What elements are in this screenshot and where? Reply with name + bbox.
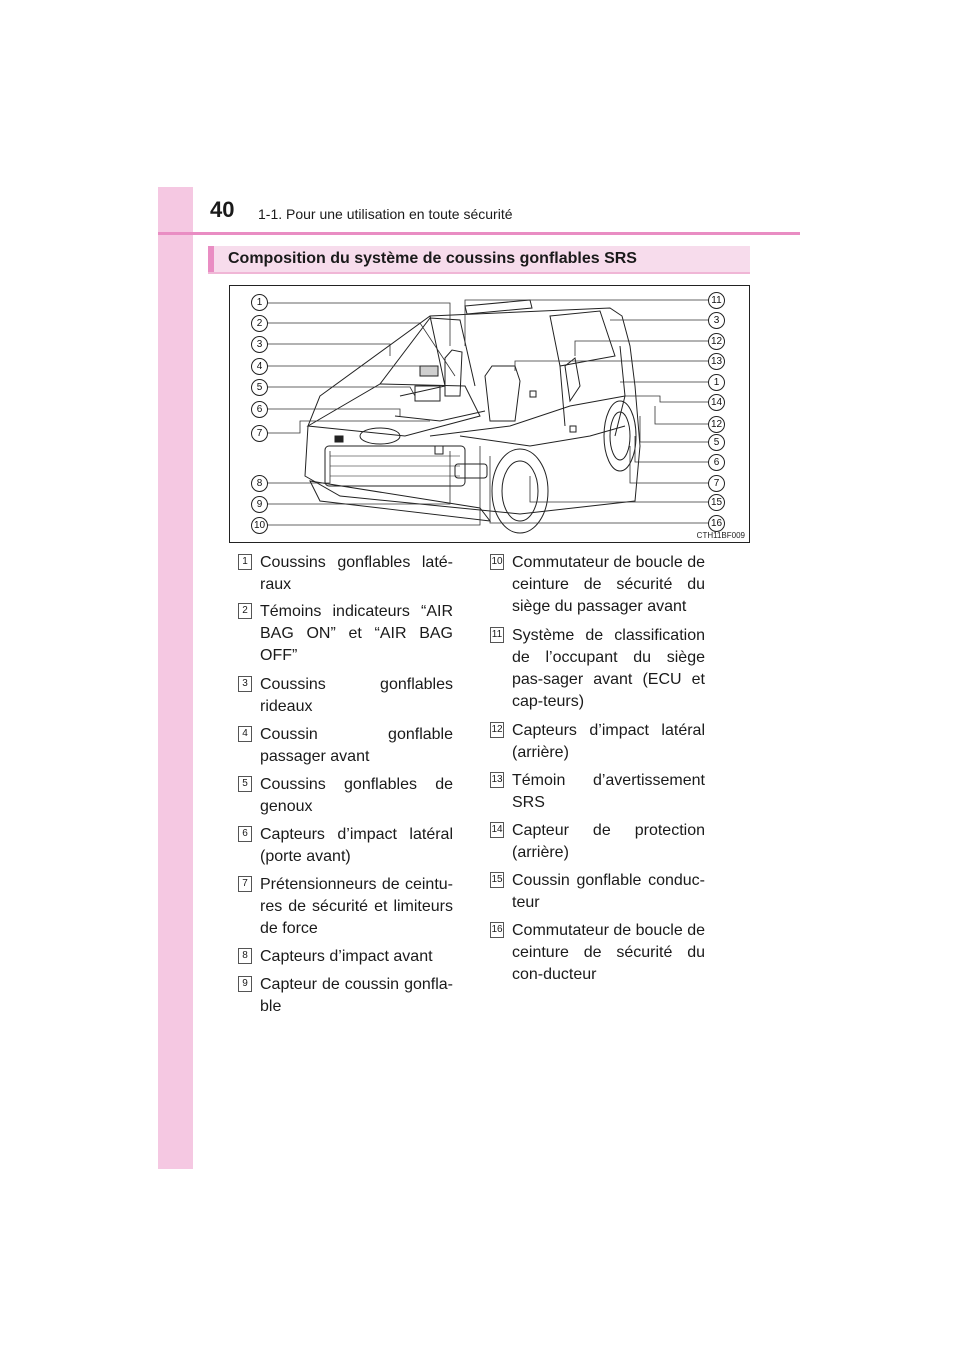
callout-left-4: 4 (251, 358, 268, 375)
callout-left-1: 1 (251, 294, 268, 311)
callout-right-11: 11 (708, 292, 725, 309)
page-number: 40 (210, 197, 235, 222)
legend-number: 8 (238, 948, 252, 964)
legend-number: 6 (238, 826, 252, 842)
callout-left-7: 7 (251, 425, 268, 442)
callout-right-12: 12 (708, 333, 725, 350)
legend-number: 2 (238, 603, 252, 619)
section-heading: Composition du système de coussins gonflables SRS (208, 246, 750, 272)
legend-text: Capteurs d’impact latéral (arrière) (512, 722, 705, 761)
callout-right-1: 1 (708, 374, 725, 391)
callout-left-2: 2 (251, 315, 268, 332)
legend-text: Coussin gonflable conduc-teur (512, 872, 705, 911)
legend-number: 16 (490, 922, 504, 938)
legend-text: Coussin gonflable passager avant (260, 726, 453, 765)
legend-number: 15 (490, 872, 504, 888)
legend-text: Capteur de protection (arrière) (512, 822, 705, 861)
vehicle-illustration (230, 286, 749, 542)
chapter-title: 1-1. Pour une utilisation en toute sécurité (258, 206, 513, 222)
callout-left-10: 10 (251, 517, 268, 534)
legend-text: Capteur de coussin gonfla-ble (260, 976, 453, 1015)
callout-right-13: 13 (708, 353, 725, 370)
legend-text: Coussins gonflables rideaux (260, 676, 453, 715)
legend-text: Coussins gonflables laté-raux (260, 554, 453, 593)
callout-left-5: 5 (251, 379, 268, 396)
legend-number: 4 (238, 726, 252, 742)
callout-right-15: 15 (708, 494, 725, 511)
legend-text: Système de classification de l’occupant du siège pas-sager avant (ECU et cap-teurs) (512, 627, 705, 710)
legend-number: 9 (238, 976, 252, 992)
legend-text: Commutateur de boucle de ceinture de sécurité du siège du passager avant (512, 554, 705, 615)
legend-text: Capteurs d’impact latéral (porte avant) (260, 826, 453, 865)
section-heading-underline (208, 272, 750, 274)
callout-right-5: 5 (708, 434, 725, 451)
callout-left-6: 6 (251, 401, 268, 418)
legend-number: 14 (490, 822, 504, 838)
figure-code: CTH11BF009 (696, 531, 745, 540)
legend-number: 10 (490, 554, 504, 570)
legend-text: Capteurs d’impact avant (260, 948, 433, 965)
callout-right-7: 7 (708, 475, 725, 492)
callout-left-8: 8 (251, 475, 268, 492)
callout-right-14: 14 (708, 394, 725, 411)
legend-text: Coussins gonflables de genoux (260, 776, 453, 815)
legend-text: Témoins indicateurs “AIR BAG ON” et “AIR BAG OFF” (260, 603, 453, 664)
legend-number: 11 (490, 627, 504, 643)
airbag-system-figure (229, 285, 750, 543)
callout-right-16: 16 (708, 515, 725, 532)
callout-left-3: 3 (251, 336, 268, 353)
legend-number: 13 (490, 772, 504, 788)
callout-right-3: 3 (708, 312, 725, 329)
callout-right-12b: 12 (708, 416, 725, 433)
legend-number: 1 (238, 554, 252, 570)
legend-number: 3 (238, 676, 252, 692)
callout-right-6: 6 (708, 454, 725, 471)
legend-number: 12 (490, 722, 504, 738)
side-color-strip (158, 187, 193, 1169)
legend-text: Prétensionneurs de ceintu-res de sécurité et limiteurs de force (260, 876, 453, 937)
callout-left-9: 9 (251, 496, 268, 513)
header-rule (158, 232, 800, 235)
legend-text: Commutateur de boucle de ceinture de sécurité du con-ducteur (512, 922, 705, 983)
legend-text: Témoin d’avertissement SRS (512, 772, 705, 811)
legend-number: 7 (238, 876, 252, 892)
legend-number: 5 (238, 776, 252, 792)
